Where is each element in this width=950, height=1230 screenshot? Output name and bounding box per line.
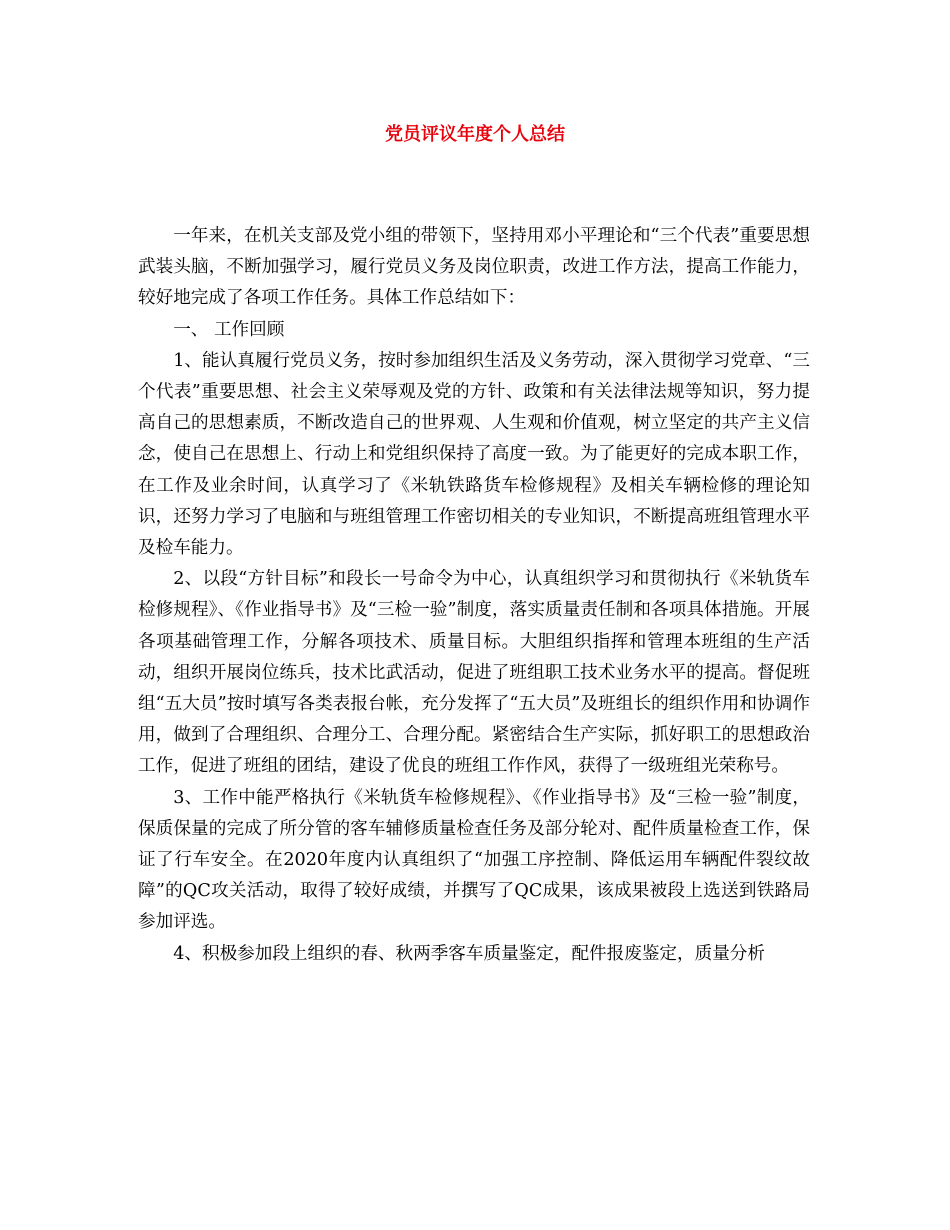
paragraph-item-3: 3、工作中能严格执行《米轨货车检修规程》、《作业指导书》及“三检一验”制度，保质保量的完成了所分管的客车辅修质量检查任务及部分轮对、配件质量检查工作，保证了行车安全。在2020年度内认真组织了“加强工序控制、降低运用车辆配件裂纹故障”的QC攻关活动，取得了较好成绩，并撰写了QC成果，该成果被段上选送到铁路局参加评选。 [138,787,810,933]
section-heading-work-review: 一、 工作回顾 [173,319,285,340]
document-body [138,221,810,970]
paragraph-item-1: 1、能认真履行党员义务，按时参加组织生活及义务劳动，深入贯彻学习党章、“三个代表”重要思想、社会主义荣辱观及党的方针、政策和有关法律法规等知识，努力提高自己的思想素质，不断改造自己的世界观、人生观和价值观，树立坚定的共产主义信念，使自己在思想上、行动上和党组织保持了高度一致。为了能更好的完成本职工作，在工作及业余时间，认真学习了《米轨铁路货车检修规程》及相关车辆检修的理论知识，还努力学习了电脑和与班组管理工作密切相关的专业知识，不断提高班组管理水平及检车能力。 [138,350,810,559]
paragraph-item-4: 4、积极参加段上组织的春、秋两季客车质量鉴定，配件报废鉴定，质量分析 [173,943,765,964]
document-title: 党员评议年度个人总结 [385,124,565,145]
intro-paragraph: 一年来，在机关支部及党小组的带领下，坚持用邓小平理论和“三个代表”重要思想武装头脑，不断加强学习，履行党员义务及岗位职责，改进工作方法，提高工作能力，较好地完成了各项工作任务。具体工作总结如下： [138,226,810,309]
paragraph-item-2: 2、以段“方针目标”和段长一号命令为中心，认真组织学习和贯彻执行《米轨货车检修规程》、《作业指导书》及“三检一验”制度，落实质量责任制和各项具体措施。开展各项基础管理工作，分解各项技术、质量目标。大胆组织指挥和管理本班组的生产活动，组织开展岗位练兵，技术比武活动，促进了班组职工技术业务水平的提高。督促班组“五大员”按时填写各类表报台帐，充分发挥了“五大员”及班组长的组织作用和协调作用，做到了合理组织、合理分工、合理分配。紧密结合生产实际，抓好职工的思想政治工作，促进了班组的团结，建设了优良的班组工作作风，获得了一级班组光荣称号。 [138,569,810,777]
